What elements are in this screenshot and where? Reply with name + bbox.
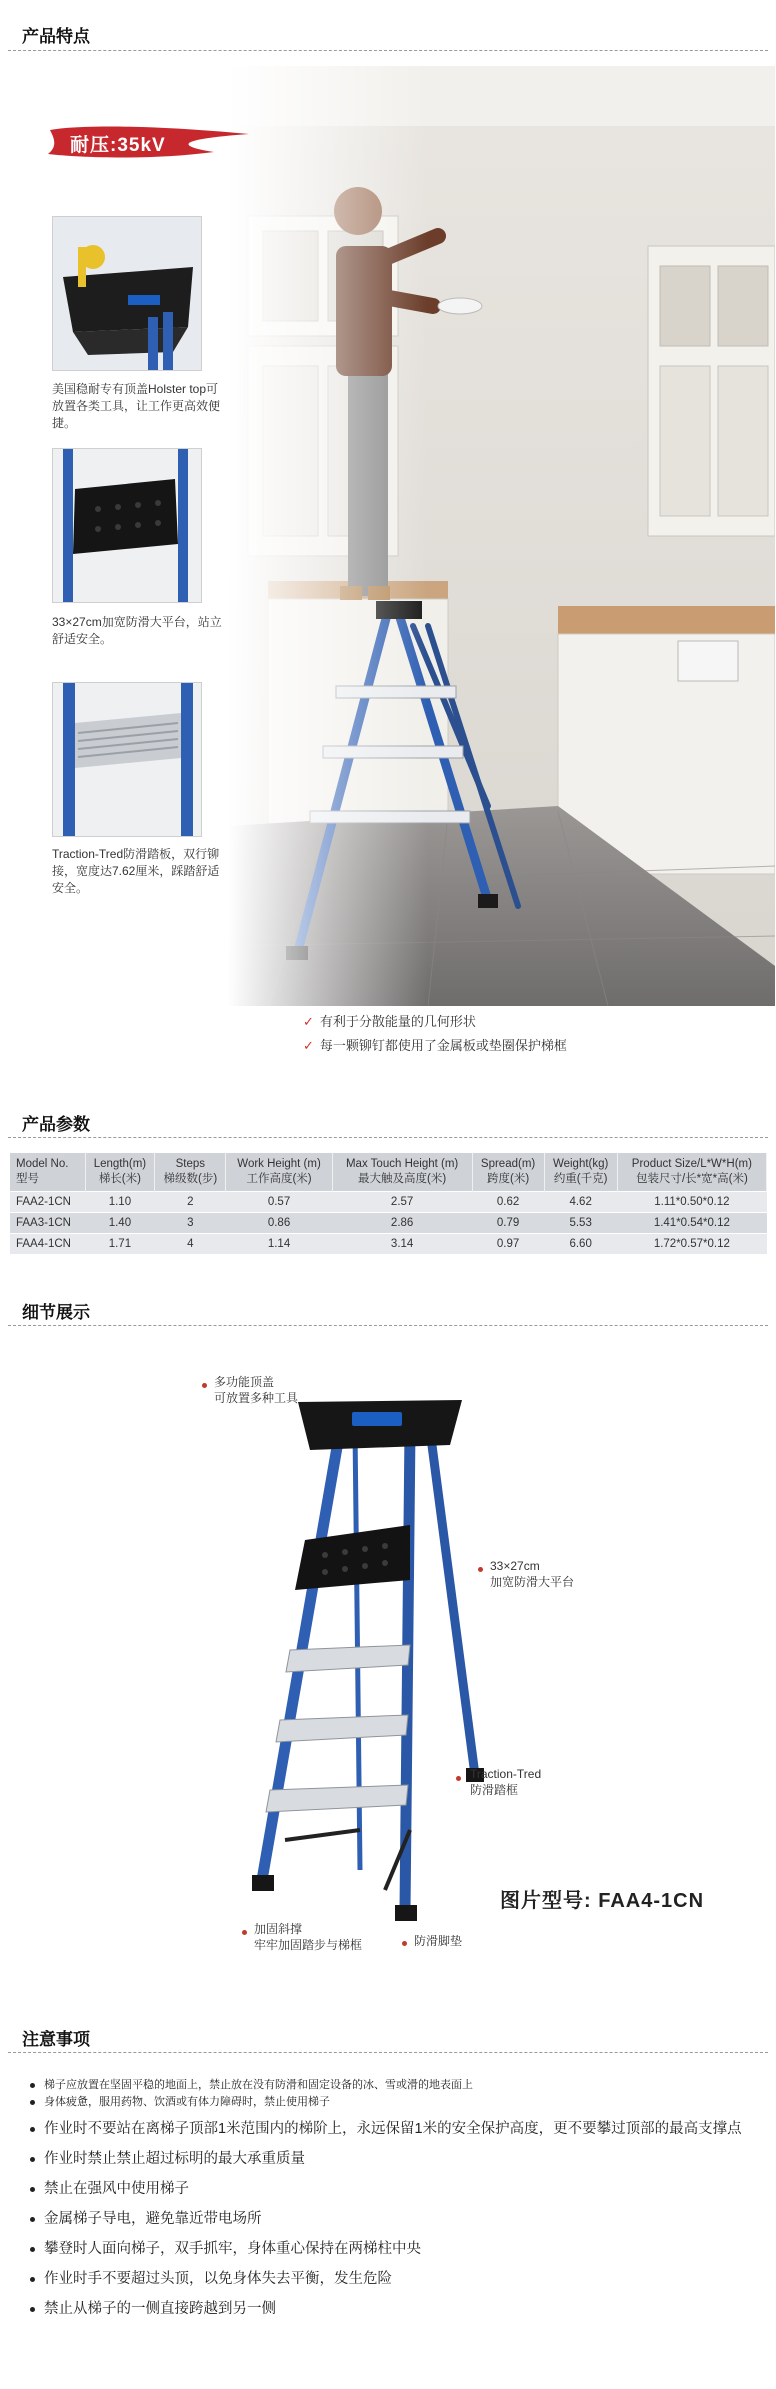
cell-weight: 4.62 (544, 1192, 617, 1213)
cell-length: 1.71 (85, 1234, 155, 1255)
list-item: 身体疲惫，服用药物、饮酒或有体力障碍时，禁止使用梯子 (28, 2094, 758, 2111)
ladder-detail-image (240, 1390, 500, 1930)
cell-work-height: 0.86 (226, 1213, 332, 1234)
list-item: 作业时手不要超过头顶，以免身体失去平衡，发生危险 (28, 2267, 758, 2291)
feature-thumb-platform (52, 448, 202, 603)
section-divider (8, 1137, 768, 1138)
cell-spread: 0.79 (472, 1213, 544, 1234)
cell-spread: 0.97 (472, 1234, 544, 1255)
scene-fade (228, 66, 428, 1006)
section-title-notes: 注意事项 (22, 2030, 90, 2049)
feature-bullet: ✓ 每一颗铆钉都使用了金属板或垫圈保护梯框 (303, 1038, 567, 1053)
params-header-row (10, 1153, 767, 1192)
section-divider (8, 1325, 768, 1326)
header-length: Length(m) 梯长(米) (85, 1153, 155, 1192)
cell-product-size: 1.11*0.50*0.12 (617, 1192, 766, 1213)
list-item: 禁止在强风中使用梯子 (28, 2177, 758, 2201)
list-item: 金属梯子导电，避免靠近带电场所 (28, 2207, 758, 2231)
callout-feet: 防滑脚垫 (414, 1934, 463, 1948)
callout-brace: 加固斜撑 牢牢加固踏步与梯框 (254, 1922, 363, 1952)
header-product-size: Product Size/L*W*H(m) 包装尺寸/长*宽*高(米) (617, 1153, 766, 1192)
list-item: 梯子应放置在坚固平稳的地面上，禁止放在没有防滑和固定设备的冰、雪或滑的地表面上 (28, 2077, 758, 2094)
features-hero (8, 66, 775, 1006)
table-row (10, 1234, 767, 1255)
header-work-height: Work Height (m) 工作高度(米) (226, 1153, 332, 1192)
callout-top-cap: 多功能顶盖 可放置多种工具 (214, 1375, 299, 1405)
feature-thumb-tread (52, 682, 202, 837)
header-spread: Spread(m) 跨度(米) (472, 1153, 544, 1192)
section-title-features: 产品特点 (22, 27, 90, 46)
section-title-details: 细节展示 (22, 1303, 90, 1322)
feature-thumb-holster-top (52, 216, 202, 371)
callout-tread: Traction-Tred 防滑踏框 (470, 1767, 542, 1797)
feature-bullet: ✓ 有利于分散能量的几何形状 (303, 1014, 476, 1029)
section-title-params: 产品参数 (22, 1115, 90, 1134)
check-icon: ✓ (303, 1014, 314, 1029)
callout-dot (456, 1776, 461, 1781)
cell-steps: 2 (155, 1192, 226, 1213)
cell-work-height: 0.57 (226, 1192, 332, 1213)
cell-model: FAA2-1CN (10, 1192, 85, 1213)
callout-dot (202, 1383, 207, 1388)
feature-caption-platform: 33×27cm加宽防滑大平台，站立舒适安全。 (52, 615, 222, 646)
cell-product-size: 1.72*0.57*0.12 (617, 1234, 766, 1255)
params-table (10, 1153, 767, 1254)
section-divider (8, 2052, 768, 2053)
cell-spread: 0.62 (472, 1192, 544, 1213)
list-item: 攀登时人面向梯子，双手抓牢，身体重心保持在两梯柱中央 (28, 2237, 758, 2261)
cell-length: 1.10 (85, 1192, 155, 1213)
feature-caption-tread: Traction-Tred防滑踏板，双行铆接，宽度达7.62厘米，踩踏舒适安全。 (52, 847, 220, 895)
cell-steps: 3 (155, 1213, 226, 1234)
cell-max-touch-height: 2.57 (332, 1192, 472, 1213)
callout-dot (478, 1567, 483, 1572)
notes-list (28, 2077, 758, 2321)
voltage-banner-text: 耐压:35kV (70, 135, 166, 156)
cell-model: FAA3-1CN (10, 1213, 85, 1234)
cell-max-touch-height: 3.14 (332, 1234, 472, 1255)
cell-model: FAA4-1CN (10, 1234, 85, 1255)
feature-caption-holster-top: 美国稳耐专有顶盖Holster top可放置各类工具，让工作更高效便捷。 (52, 382, 221, 430)
cell-length: 1.40 (85, 1213, 155, 1234)
table-row (10, 1192, 767, 1213)
section-divider (8, 50, 768, 51)
callout-dot (402, 1941, 407, 1946)
callout-platform: 33×27cm 加宽防滑大平台 (490, 1559, 575, 1589)
list-item: 作业时不要站在离梯子顶部1米范围内的梯阶上，永远保留1米的安全保护高度，更不要攀过顶部的最高支撑点 (28, 2117, 758, 2141)
cell-work-height: 1.14 (226, 1234, 332, 1255)
check-icon: ✓ (303, 1038, 314, 1053)
header-max-touch-height: Max Touch Height (m) 最大触及高度(米) (332, 1153, 472, 1192)
header-model: Model No. 型号 (10, 1153, 85, 1192)
cell-steps: 4 (155, 1234, 226, 1255)
header-weight: Weight(kg) 约重(千克) (544, 1153, 617, 1192)
list-item: 作业时禁止禁止超过标明的最大承重质量 (28, 2147, 758, 2171)
cell-weight: 6.60 (544, 1234, 617, 1255)
cell-max-touch-height: 2.86 (332, 1213, 472, 1234)
model-label: 图片型号: FAA4-1CN (500, 1890, 705, 1912)
feature-bullets (303, 1010, 567, 1058)
cell-product-size: 1.41*0.54*0.12 (617, 1213, 766, 1234)
table-row (10, 1213, 767, 1234)
list-item: 禁止从梯子的一侧直接跨越到另一侧 (28, 2297, 758, 2321)
callout-dot (242, 1930, 247, 1935)
header-steps: Steps 梯级数(步) (155, 1153, 226, 1192)
cell-weight: 5.53 (544, 1213, 617, 1234)
